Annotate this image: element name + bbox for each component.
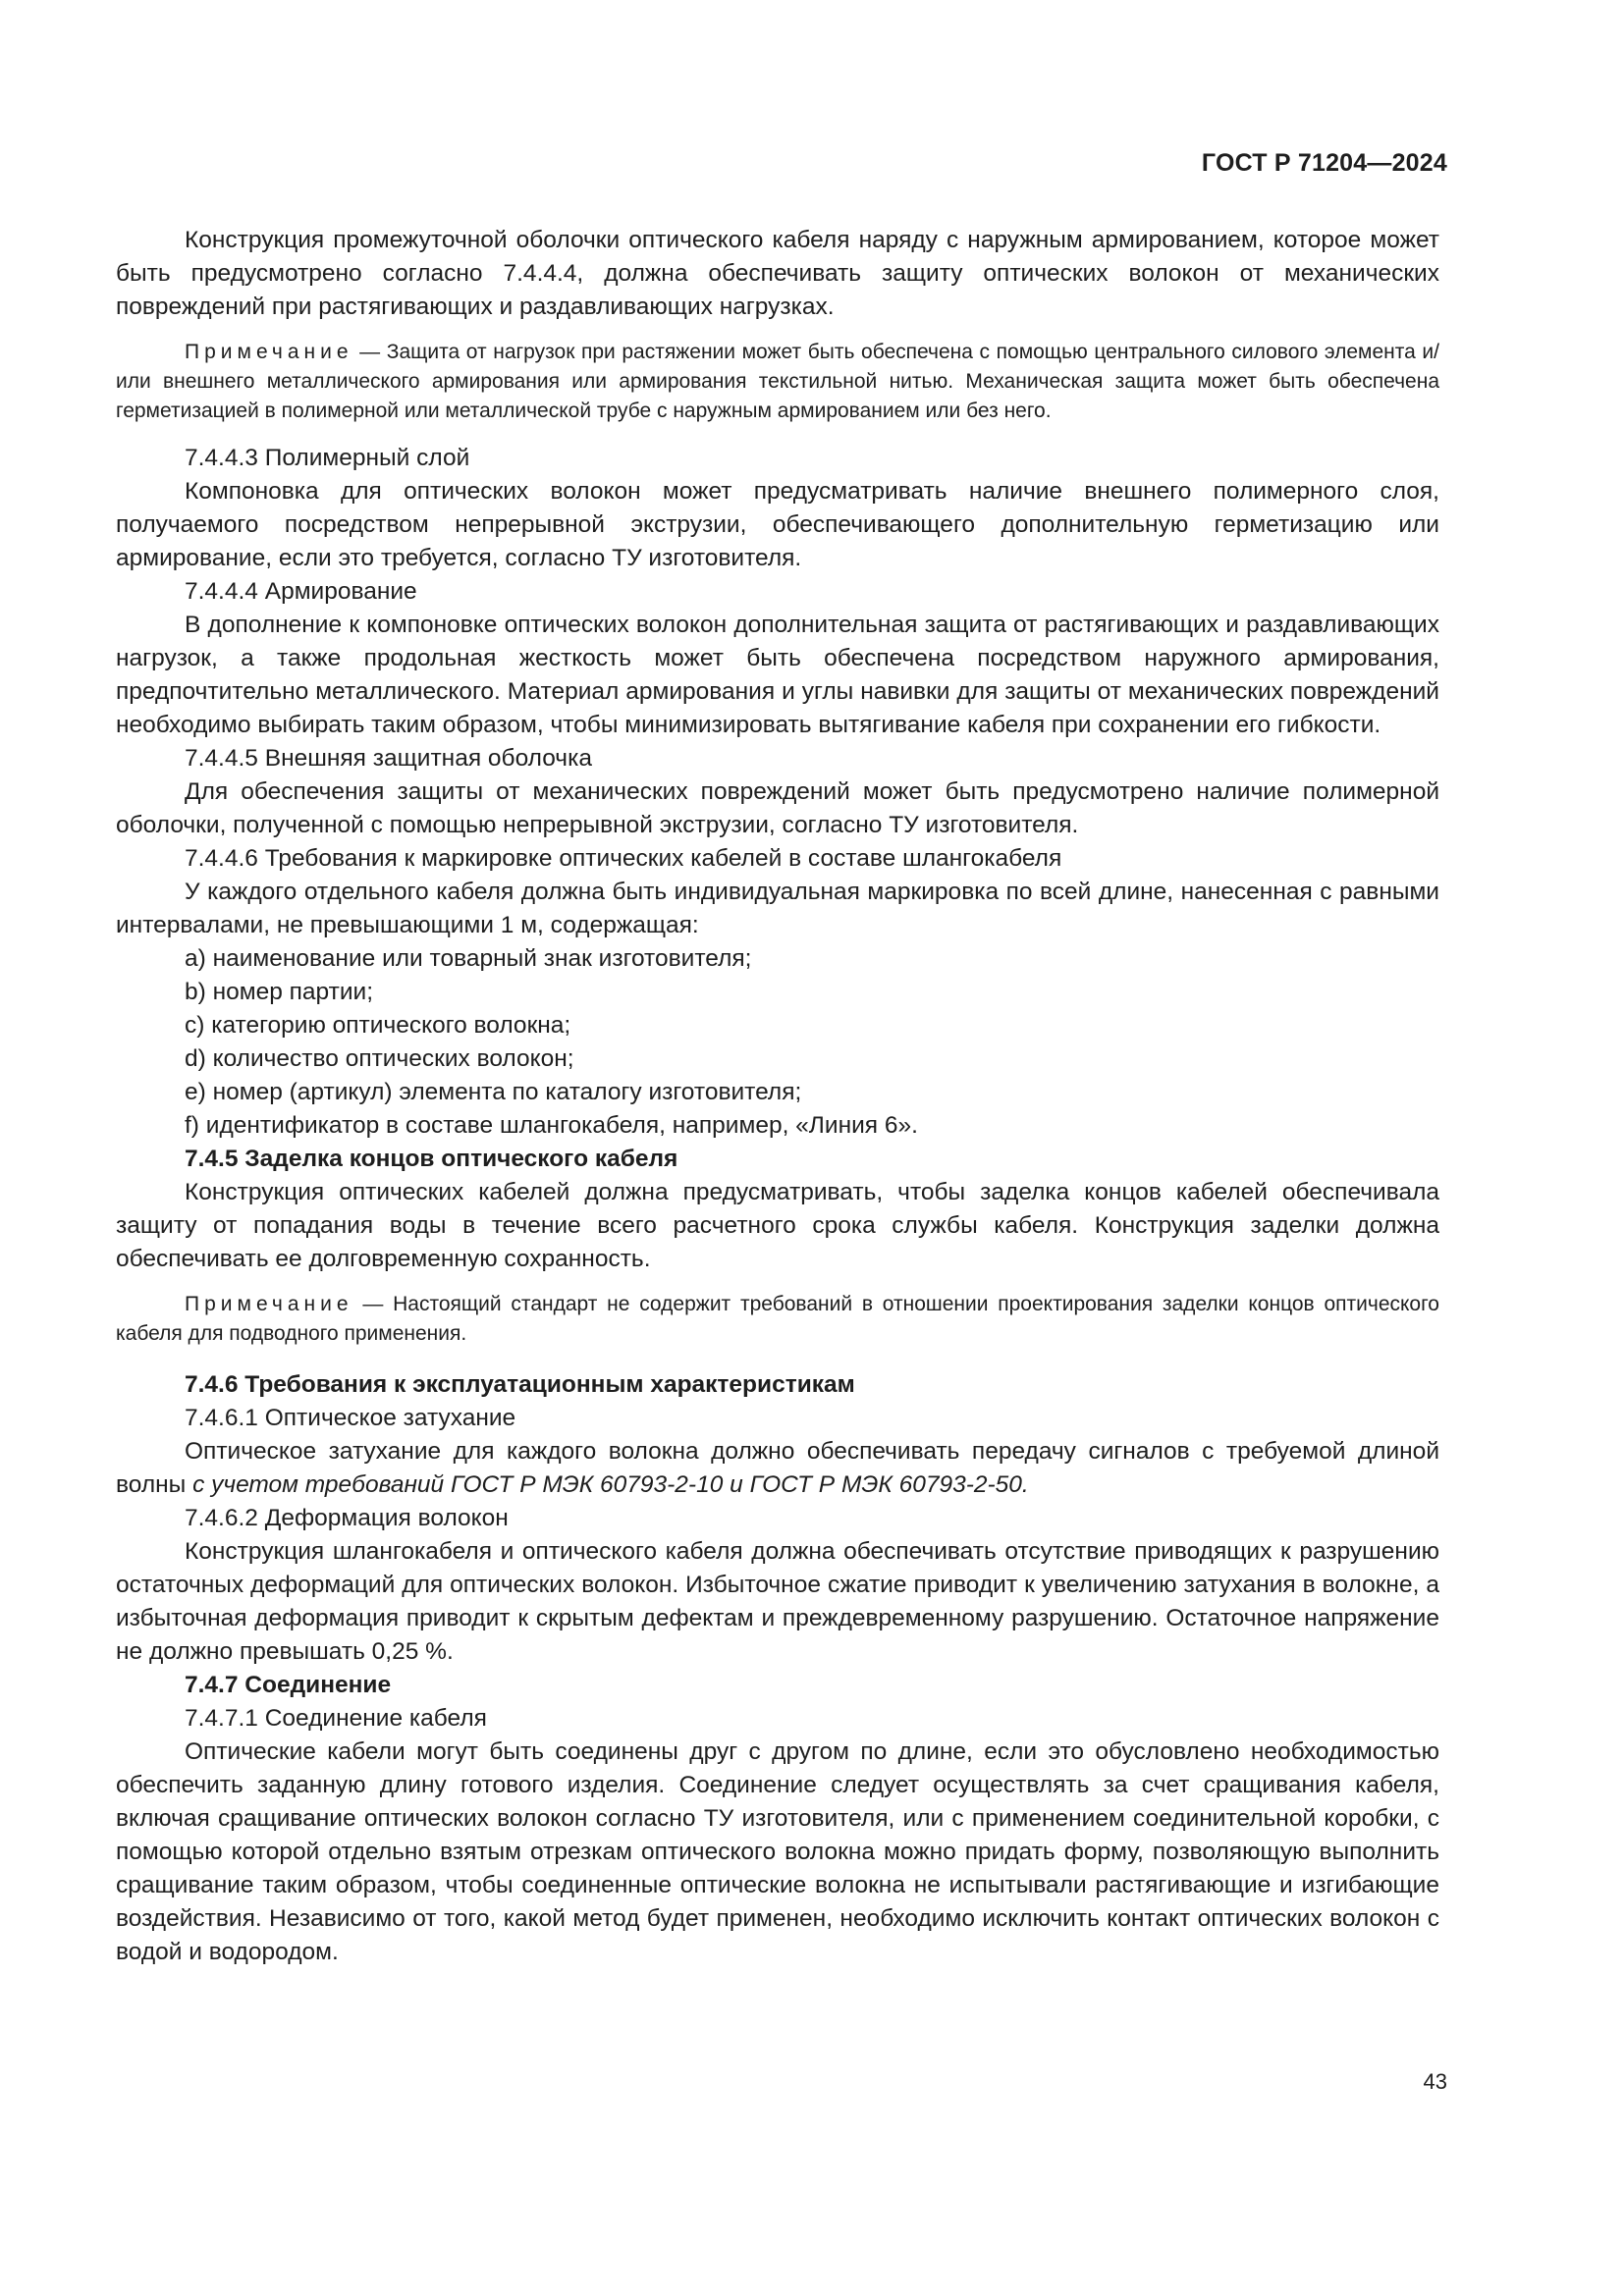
note-1 [116, 338, 1439, 426]
heading-7445: 7.4.4.5 Внешняя защитная оболочка [185, 745, 592, 772]
heading-7443: 7.4.4.3 Полимерный слой [185, 445, 470, 471]
document-body [116, 224, 1439, 1969]
heading-7461: 7.4.6.1 Оптическое затухание [185, 1405, 516, 1431]
heading-7471: 7.4.7.1 Соединение кабеля [185, 1705, 487, 1732]
heading-7444: 7.4.4.4 Армирование [185, 578, 417, 605]
heading-747: 7.4.7 Соединение [185, 1672, 392, 1698]
note-1-text: — Защита от нагрузок при растяжении может быть обеспечена с помощью центрального силового элемента и/или внешнего металлического армирования или армирования текстильной нитью. Механическая защита может быть обеспечена герметизацией в полимерной или металлической трубе с наружным армированием или без него. [116, 341, 1439, 422]
list-item: e) номер (артикул) элемента по каталогу изготовителя; [185, 1079, 802, 1105]
paragraph-7446: У каждого отдельного кабеля должна быть индивидуальная маркировка по всей длине, нанесенная с равными интервалами, не превышающими 1 м, содержащая: [116, 879, 1439, 938]
document-header: ГОСТ Р 71204—2024 [1201, 149, 1447, 177]
list-item: c) категорию оптического волокна; [185, 1012, 571, 1039]
paragraph-7461-text: Оптическое затухание для каждого волокна должно обеспечивать передачу сигналов с требуемой длиной волны [116, 1438, 1439, 1498]
paragraph-745: Конструкция оптических кабелей должна предусматривать, чтобы заделка концов кабелей обеспечивала защиту от попадания воды в течение всего расчетного срока службы кабеля. Конструкция заделки должна обеспечивать ее долговременную сохранность. [116, 1179, 1439, 1272]
note-1-label: Примечание [185, 341, 353, 363]
paragraph-7461 [116, 1435, 1439, 1502]
paragraph-7445: Для обеспечения защиты от механических повреждений может быть предусмотрено наличие полимерной оболочки, полученной с помощью непрерывной экструзии, согласно ТУ изготовителя. [116, 778, 1439, 838]
heading-746: 7.4.6 Требования к эксплуатационным характеристикам [185, 1371, 855, 1398]
list-item: а) наименование или товарный знак изготовителя; [185, 945, 752, 972]
note-2 [116, 1290, 1439, 1349]
paragraph-7471: Оптические кабели могут быть соединены друг с другом по длине, если это обусловлено необходимостью обеспечить заданную длину готового изделия. Соединение следует осуществлять за счет сращивания кабеля, включая сращивание оптических волокон согласно ТУ изготовителя, или с применением соединительной коробки, с помощью которой отдельно взятым отрезкам оптического волокна можно придать форму, позволяющую выполнить сращивание таким образом, чтобы соединенные оптические волокна не испытывали растягивающие и изгибающие воздействия. Независимо от того, какой метод будет применен, необходимо исключить контакт оптических волокон с водой и водородом. [116, 1738, 1439, 1965]
heading-7446: 7.4.4.6 Требования к маркировке оптических кабелей в составе шлангокабеля [185, 845, 1062, 872]
page-number: 43 [1423, 2069, 1447, 2094]
note-2-text: — Настоящий стандарт не содержит требований в отношении проектирования заделки концов оптического кабеля для подводного применения. [116, 1293, 1439, 1345]
paragraph-intro: Конструкция промежуточной оболочки оптического кабеля наряду с наружным армированием, которое может быть предусмотрено согласно 7.4.4.4, должна обеспечивать защиту оптических волокон от механических повреждений при растягивающих и раздавливающих нагрузках. [116, 227, 1439, 320]
list-item: f) идентификатор в составе шлангокабеля, например, «Линия 6». [185, 1112, 918, 1139]
heading-745: 7.4.5 Заделка концов оптического кабеля [185, 1146, 678, 1172]
note-2-label: Примечание [185, 1293, 353, 1315]
list-item: b) номер партии; [185, 979, 374, 1005]
heading-7462: 7.4.6.2 Деформация волокон [185, 1505, 509, 1531]
paragraph-7462: Конструкция шлангокабеля и оптического кабеля должна обеспечивать отсутствие приводящих к разрушению остаточных деформаций для оптических волокон. Избыточное сжатие приводит к увеличению затухания в волокне, а избыточная деформация приводит к скрытым дефектам и преждевременному разрушению. Остаточное напряжение не должно превышать 0,25 %. [116, 1538, 1439, 1665]
list-item: d) количество оптических волокон; [185, 1045, 574, 1072]
paragraph-7443: Компоновка для оптических волокон может предусматривать наличие внешнего полимерного слоя, получаемого посредством непрерывной экструзии, обеспечивающего дополнительную герметизацию или армирование, если это требуется, согласно ТУ изготовителя. [116, 478, 1439, 571]
paragraph-7461-reference: с учетом требований ГОСТ Р МЭК 60793-2-10 и ГОСТ Р МЭК 60793-2-50. [192, 1471, 1029, 1498]
paragraph-7444: В дополнение к компоновке оптических волокон дополнительная защита от растягивающих и раздавливающих нагрузок, а также продольная жесткость может быть обеспечена посредством наружного армирования, предпочтительно металлического. Материал армирования и углы навивки для защиты от механических повреждений необходимо выбирать таким образом, чтобы минимизировать вытягивание кабеля при сохранении его гибкости. [116, 612, 1439, 738]
